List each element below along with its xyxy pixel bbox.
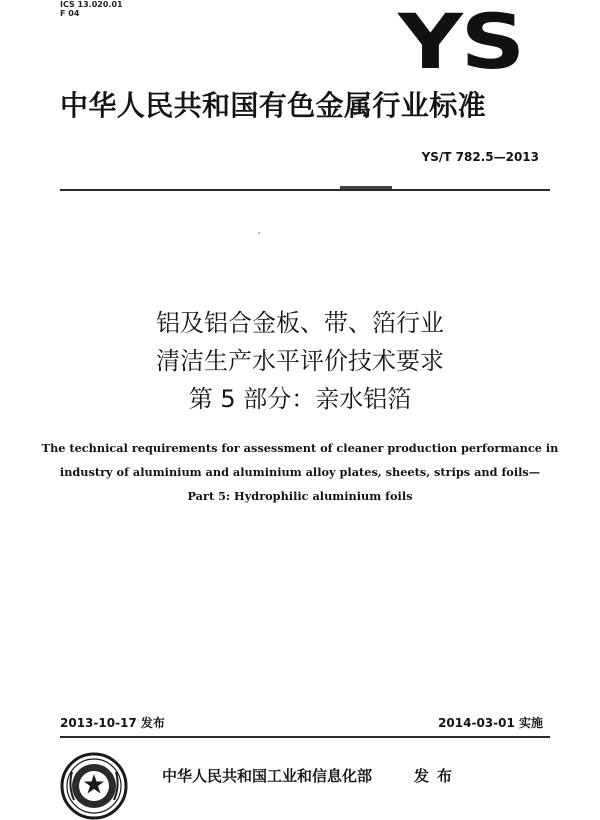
ys-logo: YS: [398, 0, 523, 86]
issuer-name: 中华人民共和国工业和信息化部: [162, 767, 373, 785]
chinese-title-line-2: 清洁生产水平评价技术要求: [156, 347, 444, 375]
national-emblem-seal-icon: [60, 752, 128, 820]
organization-title: 中华人民共和国有色金属行业标准: [60, 89, 487, 122]
issue-label: 发布: [414, 767, 461, 785]
scan-speck: [258, 232, 260, 234]
chinese-title-line-3: 第 5 部分：亲水铝箔: [188, 385, 412, 413]
standard-number: YS/T 782.5—2013: [421, 150, 539, 164]
english-title: [40, 436, 560, 508]
header-divider-mark: [340, 186, 392, 189]
implementation-date: 2014-03-01 实施: [438, 716, 543, 730]
ics-code: ICS 13.020.01: [60, 0, 123, 9]
chinese-title: [0, 304, 600, 418]
header-divider: [60, 189, 550, 191]
chinese-title-line-1: 铝及铝合金板、带、箔行业: [156, 309, 444, 337]
issue-date: 2013-10-17 发布: [60, 716, 165, 730]
ccs-code: F 04: [60, 9, 80, 18]
classification-codes: [60, 0, 123, 18]
english-title-line-3: Part 5: Hydrophilic aluminium foils: [187, 489, 413, 503]
footer-divider: [60, 736, 550, 738]
english-title-line-1: The technical requirements for assessment of cleaner production performance in: [41, 441, 559, 455]
english-title-line-2: industry of aluminium and aluminium alloy plates, sheets, strips and foils—: [59, 465, 541, 479]
